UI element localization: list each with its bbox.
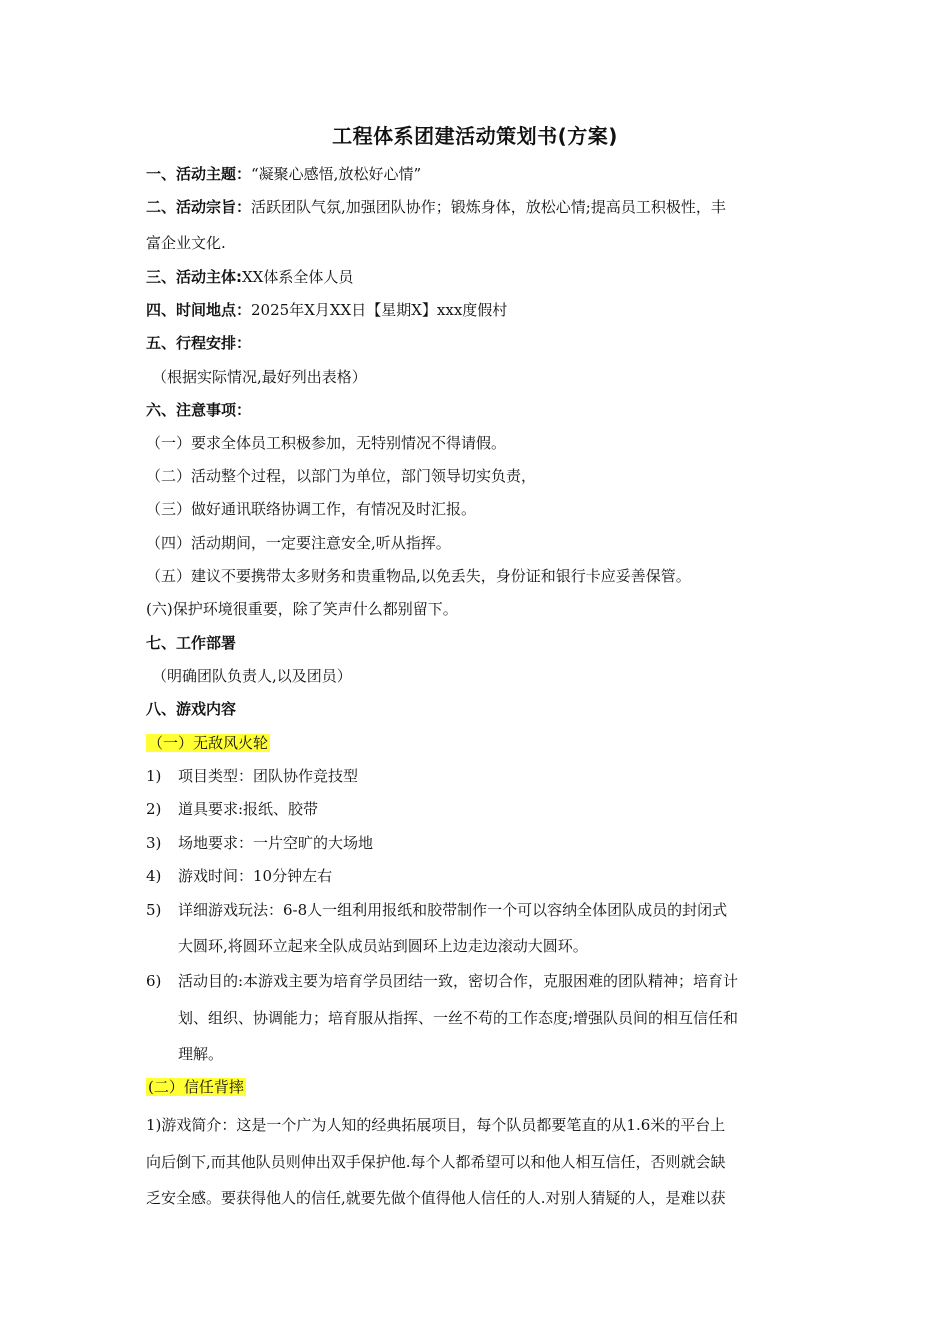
list-number: 1) — [146, 767, 162, 785]
list-item: 项目类型：团队协作竞技型 — [178, 767, 359, 785]
notice-item: （四）活动期间，一定要注意安全,听从指挥。 — [146, 534, 451, 552]
list-item-cont: 大圆环,将圆环立起来全队成员站到圆环上边走边滚动大圆环。 — [178, 937, 588, 955]
list-item: 场地要求：一片空旷的大场地 — [178, 834, 374, 852]
list-number: 6) — [146, 972, 162, 990]
list-item-cont: 划、组织、协调能力；培育服从指挥、一丝不苟的工作态度;增强队员间的相互信任和 — [178, 1009, 739, 1027]
section-label: 二、活动宗旨： — [146, 198, 252, 216]
paragraph-line: 向后倒下,而其他队员则伸出双手保护他.每个人都希望可以和他人相互信任，否则就会缺 — [146, 1153, 726, 1171]
section-label: 四、时间地点： — [146, 301, 252, 319]
section-time-place — [146, 300, 507, 320]
list-item: 道具要求:报纸、胶带 — [178, 800, 319, 818]
section-schedule-note: （根据实际情况,最好列出表格） — [152, 368, 367, 386]
document-title: 工程体系团建活动策划书(方案) — [332, 124, 618, 148]
section-text: 活跃团队气氛,加强团队协作；锻炼身体，放松心情;提高员工积极性，丰 — [251, 198, 726, 216]
section-schedule-label: 五、行程安排： — [146, 334, 252, 352]
section-deploy-note: （明确团队负责人,以及团员） — [152, 667, 352, 685]
section-purpose-cont: 富企业文化. — [146, 234, 226, 252]
list-item: 游戏时间：10分钟左右 — [178, 867, 333, 885]
section-label: 三、活动主体: — [146, 268, 242, 286]
section-label: 一、活动主题： — [146, 165, 252, 183]
section-deploy-label: 七、工作部署 — [146, 634, 237, 652]
notice-item: （一）要求全体员工积极参加，无特别情况不得请假。 — [146, 434, 507, 452]
list-item-cont: 理解。 — [178, 1045, 224, 1063]
notice-item: (六)保护环境很重要，除了笑声什么都别留下。 — [146, 600, 458, 618]
list-number: 5) — [146, 901, 162, 919]
section-purpose — [146, 197, 726, 217]
paragraph-line: 乏安全感。要获得他人的信任,就要先做个值得他人信任的人.对别人猜疑的人，是难以获 — [146, 1189, 726, 1207]
section-text: XX体系全体人员 — [242, 268, 354, 286]
section-games-label: 八、游戏内容 — [146, 700, 237, 718]
game1-heading — [146, 733, 270, 753]
notice-item: （二）活动整个过程，以部门为单位，部门领导切实负责， — [146, 467, 537, 485]
notice-item: （五）建议不要携带太多财务和贵重物品,以免丢失，身份证和银行卡应妥善保管。 — [146, 567, 691, 585]
list-number: 3) — [146, 834, 162, 852]
section-subject — [146, 267, 353, 287]
paragraph-line: 1)游戏简介：这是一个广为人知的经典拓展项目，每个队员都要笔直的从1.6米的平台上 — [146, 1116, 726, 1134]
section-text: 2025年X月XX日【星期X】xxx度假村 — [251, 301, 508, 319]
list-item: 详细游戏玩法：6-8人一组利用报纸和胶带制作一个可以容纳全体团队成员的封闭式 — [178, 901, 728, 919]
notice-item: （三）做好通讯联络协调工作，有情况及时汇报。 — [146, 500, 477, 518]
section-theme — [146, 164, 421, 184]
highlighted-heading: （一）无敌风火轮 — [148, 734, 269, 752]
section-text: “凝聚心感悟,放松好心情” — [251, 165, 422, 183]
list-number: 2) — [146, 800, 162, 818]
highlighted-heading: (二）信任背摔 — [148, 1078, 244, 1096]
game2-heading — [146, 1077, 246, 1097]
list-item: 活动目的:本游戏主要为培育学员团结一致，密切合作，克服困难的团队精神；培育计 — [178, 972, 739, 990]
list-number: 4) — [146, 867, 162, 885]
section-notice-label: 六、注意事项： — [146, 401, 252, 419]
